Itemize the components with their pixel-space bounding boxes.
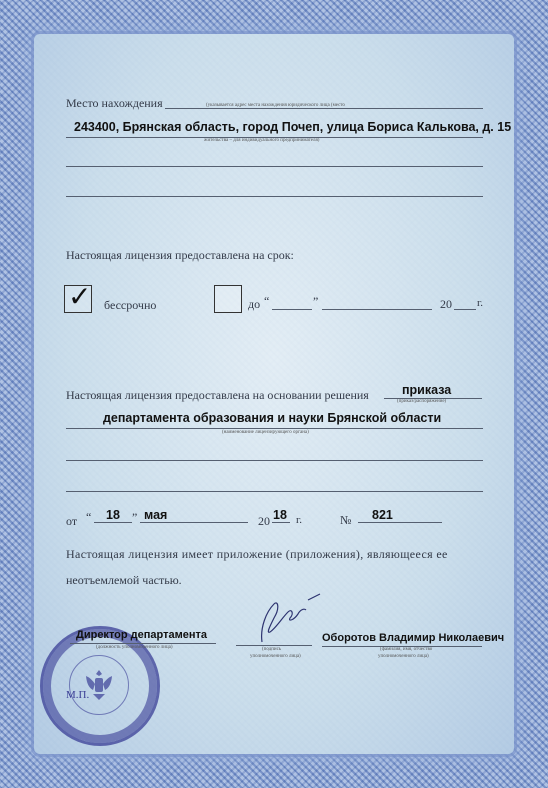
seal-inner-ring bbox=[69, 655, 129, 715]
indefinite-checkbox bbox=[64, 280, 92, 313]
date-year: 18 bbox=[273, 508, 287, 522]
order-number: 821 bbox=[372, 508, 393, 522]
position-line bbox=[70, 643, 216, 644]
date-quote-close: ” bbox=[132, 510, 138, 524]
appendix-line-1: Настоящая лицензия имеет приложение (приложения), являющееся ее bbox=[66, 547, 448, 561]
until-month-line bbox=[322, 309, 432, 310]
signatory-position: Директор департамента bbox=[76, 629, 208, 641]
checkmark-icon: ✓ bbox=[68, 280, 92, 313]
position-hint: (должность уполномоченного лица) bbox=[96, 645, 173, 650]
location-hint-top: (указывается адрес места нахождения юридического лица (место bbox=[206, 103, 345, 108]
date-year-prefix: 20 bbox=[258, 514, 270, 528]
decision-type: приказа bbox=[402, 383, 452, 397]
date-day-line bbox=[94, 522, 132, 523]
term-label: Настоящая лицензия предоставлена на срок: bbox=[66, 248, 294, 262]
location-label: Место нахождения bbox=[66, 96, 163, 110]
name-hint-2: уполномоченного лица) bbox=[378, 654, 429, 659]
location-line-3 bbox=[66, 166, 483, 167]
until-quote-close: ” bbox=[313, 294, 319, 308]
signatory-name: Оборотов Владимир Николаевич bbox=[322, 632, 505, 644]
until-year-prefix: 20 bbox=[440, 297, 452, 311]
authority-line bbox=[66, 428, 483, 429]
until-year-suffix: г. bbox=[477, 297, 484, 309]
location-hint-bottom: жительства – для индивидуального предпринимателя) bbox=[204, 138, 320, 143]
official-seal bbox=[40, 626, 160, 746]
basis-label: Настоящая лицензия предоставлена на основании решения bbox=[66, 388, 369, 402]
until-year-line bbox=[454, 309, 476, 310]
signature-line bbox=[236, 645, 312, 646]
authority-hint: (наименование лицензирующего органа) bbox=[222, 430, 309, 435]
date-year-suffix: г. bbox=[296, 514, 303, 526]
location-address: 243400, Брянская область, город Почеп, улица Бориса Калькова, д. 15 bbox=[74, 120, 512, 134]
location-line-1 bbox=[165, 108, 483, 109]
signature-hint-1: (подпись bbox=[262, 647, 282, 652]
stamp-mark: М.П. bbox=[66, 689, 90, 701]
date-year-line bbox=[272, 522, 290, 523]
basis-line-4 bbox=[66, 491, 483, 492]
date-month-line bbox=[140, 522, 248, 523]
basis-line-3 bbox=[66, 460, 483, 461]
date-quote-open: “ bbox=[86, 510, 92, 524]
indefinite-label: бессрочно bbox=[104, 298, 157, 312]
date-month: мая bbox=[144, 508, 168, 522]
number-label: № bbox=[340, 513, 352, 527]
authority-name: департамента образования и науки Брянской области bbox=[103, 411, 442, 425]
date-day: 18 bbox=[106, 508, 120, 522]
appendix-line-2: неотъемлемой частью. bbox=[66, 573, 182, 587]
number-line bbox=[358, 522, 442, 523]
until-quote-open: “ bbox=[264, 294, 270, 308]
signature-hint-2: уполномоченного лица) bbox=[250, 654, 301, 659]
name-hint-1: (фамилия, имя, отчество bbox=[380, 647, 433, 652]
date-from-label: от bbox=[66, 514, 78, 528]
decision-type-hint: (приказ/распоряжение) bbox=[397, 399, 447, 404]
location-line-4 bbox=[66, 196, 483, 197]
until-day-line bbox=[272, 309, 312, 310]
until-prefix: до bbox=[248, 297, 261, 311]
until-checkbox bbox=[214, 285, 242, 313]
